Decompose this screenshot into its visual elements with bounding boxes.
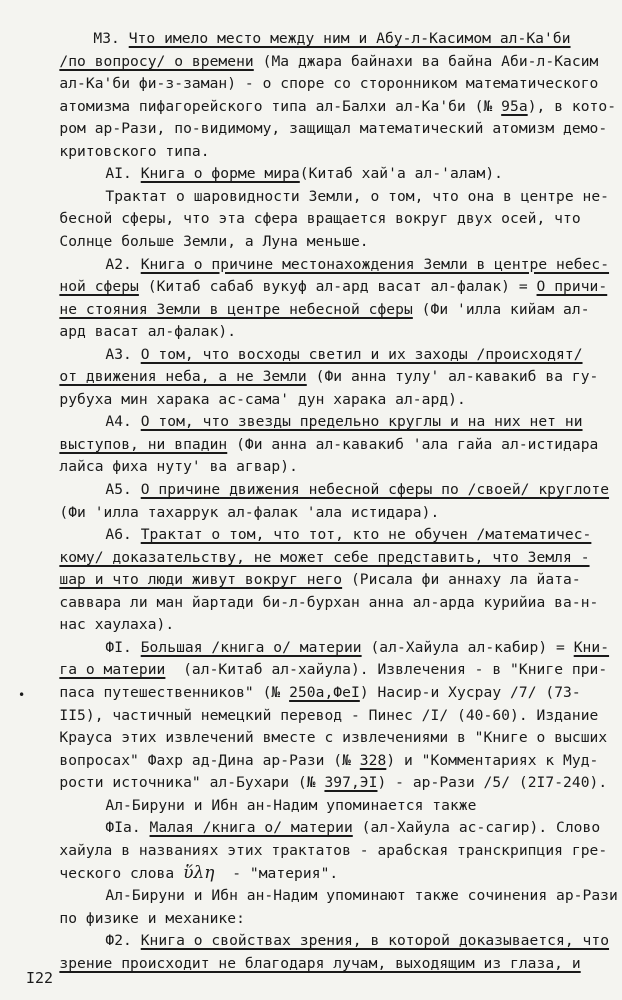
entry-title: Книга о свойствах зрения, в которой доказывается, что [140,932,610,949]
text-span: вопросах" Фахр ад-Дина ар-Рази (№ [59,751,360,769]
text-span: (Фи анна ал-кавакиб 'ала гайа ал-истидара [227,435,599,453]
text-line [24,934,581,994]
text-span: II5), частичный немецкий перевод - Пинес /I/ (40-60). Издание [59,706,599,724]
entry-code: A6. [105,526,141,544]
entry-code: A3. [105,345,141,363]
entry-title: га о материи [59,661,166,679]
text-span: ром ар-Рази, по-видимому, защищал математический атомизм демо- [59,120,608,138]
entry-title: выступов, ни впадин [59,435,228,453]
text-span: - "материя". [214,865,339,883]
entry-code: Ф2. [105,932,141,949]
text-span: ард васат ал-фалак). [59,323,237,341]
entry-title: Трактат о том, что тот, кто не обучен /математичес- [140,526,592,544]
entry-title: кому/ доказательству, не может себе представить, что Земля - [59,548,590,566]
text-span: бесной сферы, что эта сфера вращается вокруг двух осей, что [59,210,581,228]
text-span: Ал-Бируни и Ибн ан-Надим упоминается также [105,796,477,814]
entry-code: ФIа. [105,819,150,837]
text-span: Ал-Бируни и Ибн ан-Надим упоминают также сочинения ар-Рази [105,886,618,904]
entry-code: AI. [105,165,141,183]
text-span: ) и "Комментариях к Муд- [386,751,599,769]
text-span: (Китаб сабаб вукуф ал-ард васат ал-фалак) = [138,278,537,296]
text-span: критовского типа. [59,142,210,160]
entry-title: ной сферы [59,278,139,296]
cross-reference: 250а,ФеI [289,684,360,701]
cross-reference: 328 [359,751,387,769]
text-span: ческого слова [59,865,184,883]
entry-title: Книга о причине местонахождения Земли в центре небес- [140,255,610,273]
text-span: ) Насир-и Хусрау /7/ (73- [359,684,581,701]
entry-title: Большая /книга о/ материи [140,638,362,656]
entry-title: от движения неба, а не Земли [59,368,307,386]
entry-title: Малая /книга о/ материи [149,819,353,837]
text-span: рубуха мин харака ас-сама' дун харака ал-ард). [59,390,466,408]
entry-title: Что имело место между ним и Абу-л-Касимом ал-Ка'би [128,30,571,47]
text-span: (Фи 'илла кийам ал- [412,300,590,318]
text-span: ), в кото- [527,97,617,115]
entry-title: О причине движения небесной сферы по /своей/ круглоте [140,481,610,498]
text-span: нас хаулаха). [59,616,175,634]
entry-title: не стояния Земли в центре небесной сферы [59,300,413,318]
text-span: (Фи 'илла тахаррук ал-фалак 'ала истидара). [59,503,440,521]
text-span: Трактат о шаровидности Земли, о том, что она в центре не- [105,187,610,205]
entry-title: шар и что люди живут вокруг него [59,571,343,589]
text-span: хайула в названиях этих трактатов - арабская транскрипция гре- [59,841,608,859]
entry-code: A5. [105,481,141,498]
entry-code: A4. [105,413,141,431]
entry-title: Книга о форме мира [140,165,300,183]
entry-title: Кни- [573,638,610,656]
text-span: (Рисала фи аннаху ла йата- [342,571,581,589]
text-span: (ал-Хайула ас-сагир). Слово [352,819,601,837]
text-span: паса путешественников" (№ [59,684,290,701]
entry-title: зрение происходит не благодаря лучам, выходящим из глаза, и [59,954,581,972]
cross-reference: 95а [501,97,528,115]
greek-word: ὕλη [183,863,215,884]
entry-title: /по вопросу/ о времени [59,52,254,70]
text-span: (Ма джара байнахи ва байна Аби-л-Касим [253,52,599,70]
entry-code: ФI. [105,638,141,656]
text-span: лайса фиха нуту' ва агвар). [59,458,298,476]
text-span: Солнце больше Земли, а Луна меньше. [59,233,369,250]
text-span: (Фи анна тулу' ал-кавакиб ва гу- [306,368,599,386]
text-span: ) - ар-Рази /5/ (2I7-240). [377,774,608,792]
text-span: (ал-Китаб ал-хайула). Извлечения - в "Книге при- [165,661,608,679]
text-span: саввара ли ман йартади би-л-бурхан анна ал-арда курийиа ва-н- [59,593,599,611]
text-span: по физике и механике: [59,909,245,927]
entry-title: О причи- [536,278,608,296]
entry-code: A2. [105,255,141,273]
text-span: атомизма пифагорейского типа ал-Балхи ал-Ка'би (№ [59,97,502,115]
entry-code: M3. [93,30,129,47]
text-span: рости источника" ал-Бухари (№ [59,774,325,792]
page-number: I22 [26,969,54,987]
entry-title: О том, что звезды предельно круглы и на них нет ни [140,413,583,431]
text-span: ал-Ка'би фи-з-заман) - о споре со сторонником математического [59,75,599,93]
margin-mark: • [18,687,26,702]
text-span: Крауса этих извлечений вместе с извлечениями в "Книге о высших [59,729,608,747]
cross-reference: 397,ЭI [324,774,378,792]
text-span: (ал-Хайула ал-кабир) = [361,638,574,656]
text-span: (Китаб хай'а ал-'алам). [299,165,504,183]
entry-title: О том, что восходы светил и их заходы /происходят/ [140,345,583,363]
